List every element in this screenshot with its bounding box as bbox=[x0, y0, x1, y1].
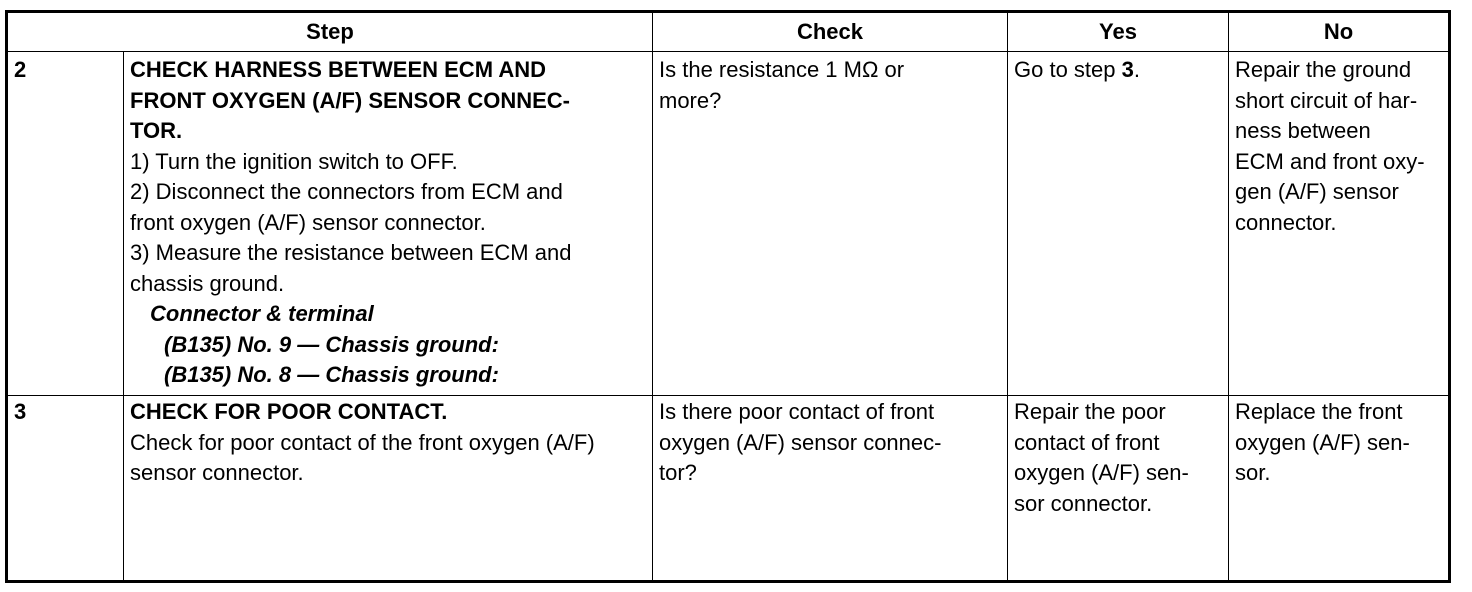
header-row bbox=[7, 12, 1450, 52]
no-line: ECM and front oxy- bbox=[1235, 148, 1425, 174]
no-cell bbox=[1229, 52, 1450, 396]
no-line: ness between bbox=[1235, 118, 1371, 143]
check-line: oxygen (A/F) sensor connec- bbox=[659, 429, 942, 455]
step-heading-line: FRONT OXYGEN (A/F) SENSOR CONNEC- bbox=[130, 87, 571, 113]
no-line: Repair the ground bbox=[1235, 57, 1412, 82]
spec-line: (B135) No. 9 — Chassis ground: bbox=[164, 331, 499, 357]
check-cell bbox=[653, 52, 1008, 396]
check-line: tor? bbox=[659, 460, 697, 485]
step-body-line: 2) Disconnect the connectors from ECM and bbox=[130, 179, 563, 204]
step-description bbox=[124, 396, 653, 582]
spec-line: (B135) No. 8 — Chassis ground: bbox=[164, 362, 499, 387]
yes-prefix: Go to step bbox=[1014, 57, 1122, 82]
step-body-line: sensor connector. bbox=[130, 460, 304, 485]
step-body-line: chassis ground. bbox=[130, 270, 285, 296]
diagnostic-table bbox=[5, 10, 1451, 583]
yes-suffix: . bbox=[1133, 57, 1140, 82]
check-line: Is the resistance 1 MΩ or bbox=[659, 57, 905, 82]
yes-line: contact of front bbox=[1014, 429, 1160, 455]
step-heading-line: TOR. bbox=[130, 118, 183, 143]
spec-title: Connector & terminal bbox=[150, 301, 374, 326]
header-check: Check bbox=[653, 12, 1008, 52]
yes-step-link[interactable]: 3 bbox=[1121, 57, 1134, 82]
step-heading-line: CHECK FOR POOR CONTACT. bbox=[130, 399, 448, 424]
step-body-line: Check for poor contact of the front oxygen (A/F) bbox=[130, 429, 595, 455]
check-cell bbox=[653, 396, 1008, 582]
check-line: more? bbox=[659, 87, 722, 113]
step-body-line: front oxygen (A/F) sensor connector. bbox=[130, 209, 486, 235]
yes-line bbox=[1014, 55, 1222, 86]
header-no: No bbox=[1229, 12, 1450, 52]
step-heading-line: CHECK HARNESS BETWEEN ECM AND bbox=[130, 57, 546, 82]
yes-cell bbox=[1008, 52, 1229, 396]
no-cell bbox=[1229, 396, 1450, 582]
step-description bbox=[124, 52, 653, 396]
no-line: short circuit of har- bbox=[1235, 87, 1418, 113]
check-line: Is there poor contact of front bbox=[659, 399, 935, 424]
no-line: oxygen (A/F) sen- bbox=[1235, 429, 1410, 455]
header-yes: Yes bbox=[1008, 12, 1229, 52]
step-number: 2 bbox=[7, 52, 124, 396]
step-body-line: 1) Turn the ignition switch to OFF. bbox=[130, 148, 458, 174]
step-body-line: 3) Measure the resistance between ECM and bbox=[130, 240, 572, 265]
table-row bbox=[7, 396, 1450, 582]
yes-line: sor connector. bbox=[1014, 490, 1153, 516]
yes-cell bbox=[1008, 396, 1229, 582]
header-step: Step bbox=[7, 12, 653, 52]
no-line: Replace the front bbox=[1235, 399, 1403, 424]
no-line: sor. bbox=[1235, 460, 1271, 485]
table-row bbox=[7, 52, 1450, 396]
yes-line: Repair the poor bbox=[1014, 399, 1166, 424]
step-number: 3 bbox=[7, 396, 124, 582]
yes-line: oxygen (A/F) sen- bbox=[1014, 460, 1189, 485]
no-line: gen (A/F) sensor bbox=[1235, 179, 1399, 204]
no-line: connector. bbox=[1235, 209, 1337, 235]
